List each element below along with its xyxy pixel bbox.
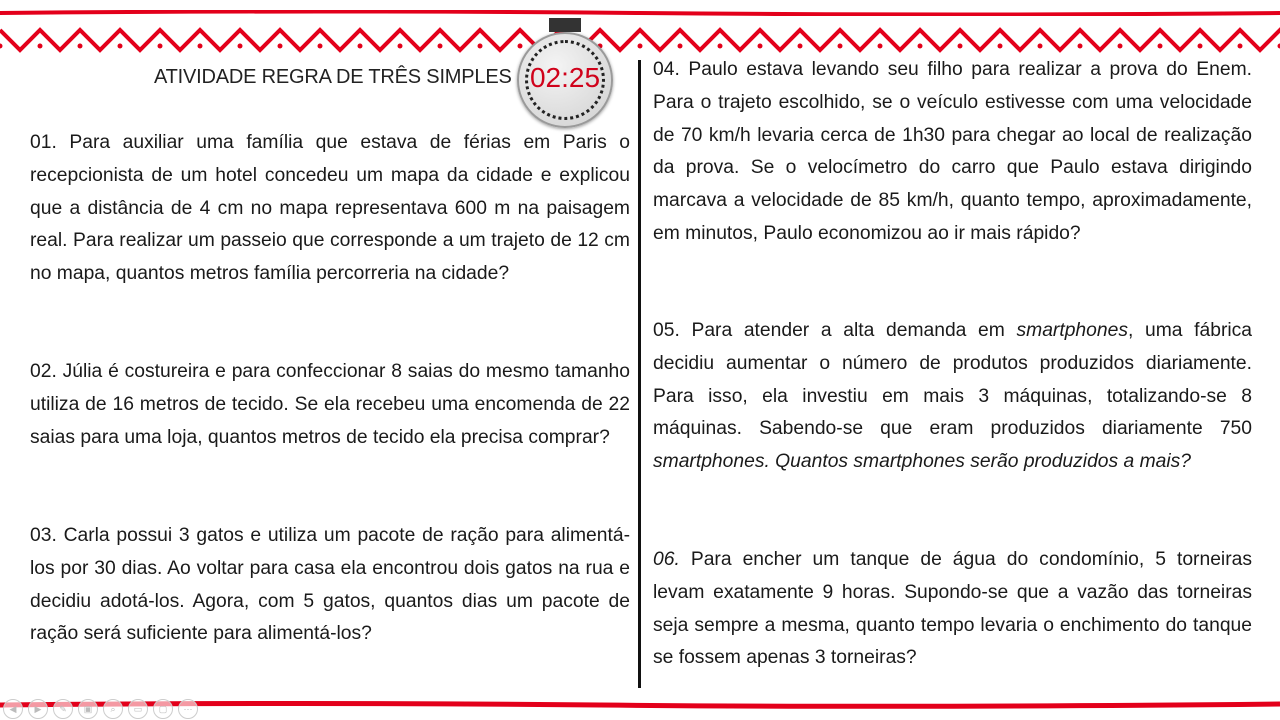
- zigzag-dot: [638, 44, 643, 49]
- zigzag-dot: [238, 44, 243, 49]
- zigzag-dot: [278, 44, 283, 49]
- page-title: ATIVIDADE REGRA DE TRÊS SIMPLES: [154, 66, 512, 88]
- zigzag-dot: [198, 44, 203, 49]
- zoom-button[interactable]: ⌕: [103, 699, 123, 719]
- q5-text-2: , uma fábrica decidiu aumentar o número de produtos produzidos diariamente. Para isso, ela investiu em mais 3 máquinas, totalizando-se 8 máquinas. Sabendo-se que eram produzidos diariamente 750: [653, 320, 1253, 440]
- question-06: [653, 544, 1252, 675]
- zigzag-dot: [1038, 44, 1043, 49]
- zigzag-dot: [518, 44, 523, 49]
- previous-slide-button[interactable]: ◀: [3, 699, 23, 719]
- zigzag-dot: [118, 44, 123, 49]
- question-03: 03. Carla possui 3 gatos e utiliza um pacote de ração para alimentá-los por 30 dias. Ao voltar para casa ela encontrou dois gatos na rua e decidiu adotá-los. Agora, com 5 gatos, quantos dias um pacote de ração será suficiente para alimentá-los?: [30, 525, 630, 645]
- see-all-slides-button[interactable]: ▣: [78, 699, 98, 719]
- zigzag-dot: [1198, 44, 1203, 49]
- question-02: 02. Júlia é costureira e para confeccionar 8 saias do mesmo tamanho utiliza de 16 metros de tecido. Se ela recebeu uma encomenda de 22 saias para uma loja, quantos metros de tecido ela precisa comprar?: [30, 361, 630, 448]
- next-slide-button[interactable]: ▶: [28, 699, 48, 719]
- zigzag-dot: [758, 44, 763, 49]
- zigzag-dot: [478, 44, 483, 49]
- q6-number: 06.: [653, 549, 680, 570]
- more-options-button[interactable]: ⋯: [178, 699, 198, 719]
- timer-value: 02:25: [529, 62, 601, 93]
- zigzag-dot: [798, 44, 803, 49]
- zigzag-dot: [358, 44, 363, 49]
- zigzag-dot: [1078, 44, 1083, 49]
- q6-text: Para encher um tanque de água do condomínio, 5 torneiras levam exatamente 9 horas. Supondo-se que a vazão das torneiras seja sempre a mesma, quanto tempo levaria o enchimento do tanque se fossem apenas 3 torneiras?: [653, 549, 1252, 669]
- stopwatch-cap-icon: [549, 18, 581, 32]
- question-04: 04. Paulo estava levando seu filho para realizar a prova do Enem. Para o trajeto escolhido, se o veículo estivesse com uma velocidade de 70 km/h levaria cerca de 1h30 para chegar ao local de realização da prova. Se o velocímetro do carro que Paulo estava dirigindo marcava a velocidade de 85 km/h, quanto tempo, aproximadamente, em minutos, Paulo economizou ao ir mais rápido?: [653, 59, 1252, 244]
- zigzag-dot: [38, 44, 43, 49]
- zigzag-dot: [398, 44, 403, 49]
- zigzag-dot: [838, 44, 843, 49]
- zigzag-dot: [1118, 44, 1123, 49]
- zigzag-dot: [1158, 44, 1163, 49]
- zigzag-dot: [958, 44, 963, 49]
- zigzag-dot: [158, 44, 163, 49]
- zigzag-dot: [78, 44, 83, 49]
- subtitles-button[interactable]: ▭: [128, 699, 148, 719]
- zigzag-dot: [0, 44, 3, 49]
- pen-tool-button[interactable]: ✎: [53, 699, 73, 719]
- zigzag-dot: [918, 44, 923, 49]
- zigzag-dot: [878, 44, 883, 49]
- zigzag-dot: [678, 44, 683, 49]
- zigzag-border: [0, 26, 1280, 56]
- top-red-line: [0, 10, 1280, 16]
- zigzag-dot: [998, 44, 1003, 49]
- q5-italic-1: smartphones: [1016, 320, 1128, 341]
- q5-text-1: 05. Para atender a alta demanda em: [653, 320, 1017, 341]
- column-divider: [638, 60, 641, 688]
- question-01: 01. Para auxiliar uma família que estava de férias em Paris o recepcionista de um hotel concedeu um mapa da cidade e explicou que a distância de 4 cm no mapa representava 600 m na paisagem real. Para realizar um passeio que corresponde a um trajeto de 12 cm no mapa, quantos metros família percorreria na cidade?: [30, 132, 630, 285]
- camera-button[interactable]: ▢: [153, 699, 173, 719]
- zigzag-dot: [318, 44, 323, 49]
- q5-italic-2: smartphones. Quantos smartphones serão produzidos a mais?: [653, 451, 1192, 473]
- zigzag-dot: [1238, 44, 1243, 49]
- zigzag-dot: [718, 44, 723, 49]
- slideshow-controls: [3, 699, 198, 719]
- countdown-timer: [517, 32, 613, 128]
- question-05: [653, 315, 1252, 479]
- zigzag-dot: [438, 44, 443, 49]
